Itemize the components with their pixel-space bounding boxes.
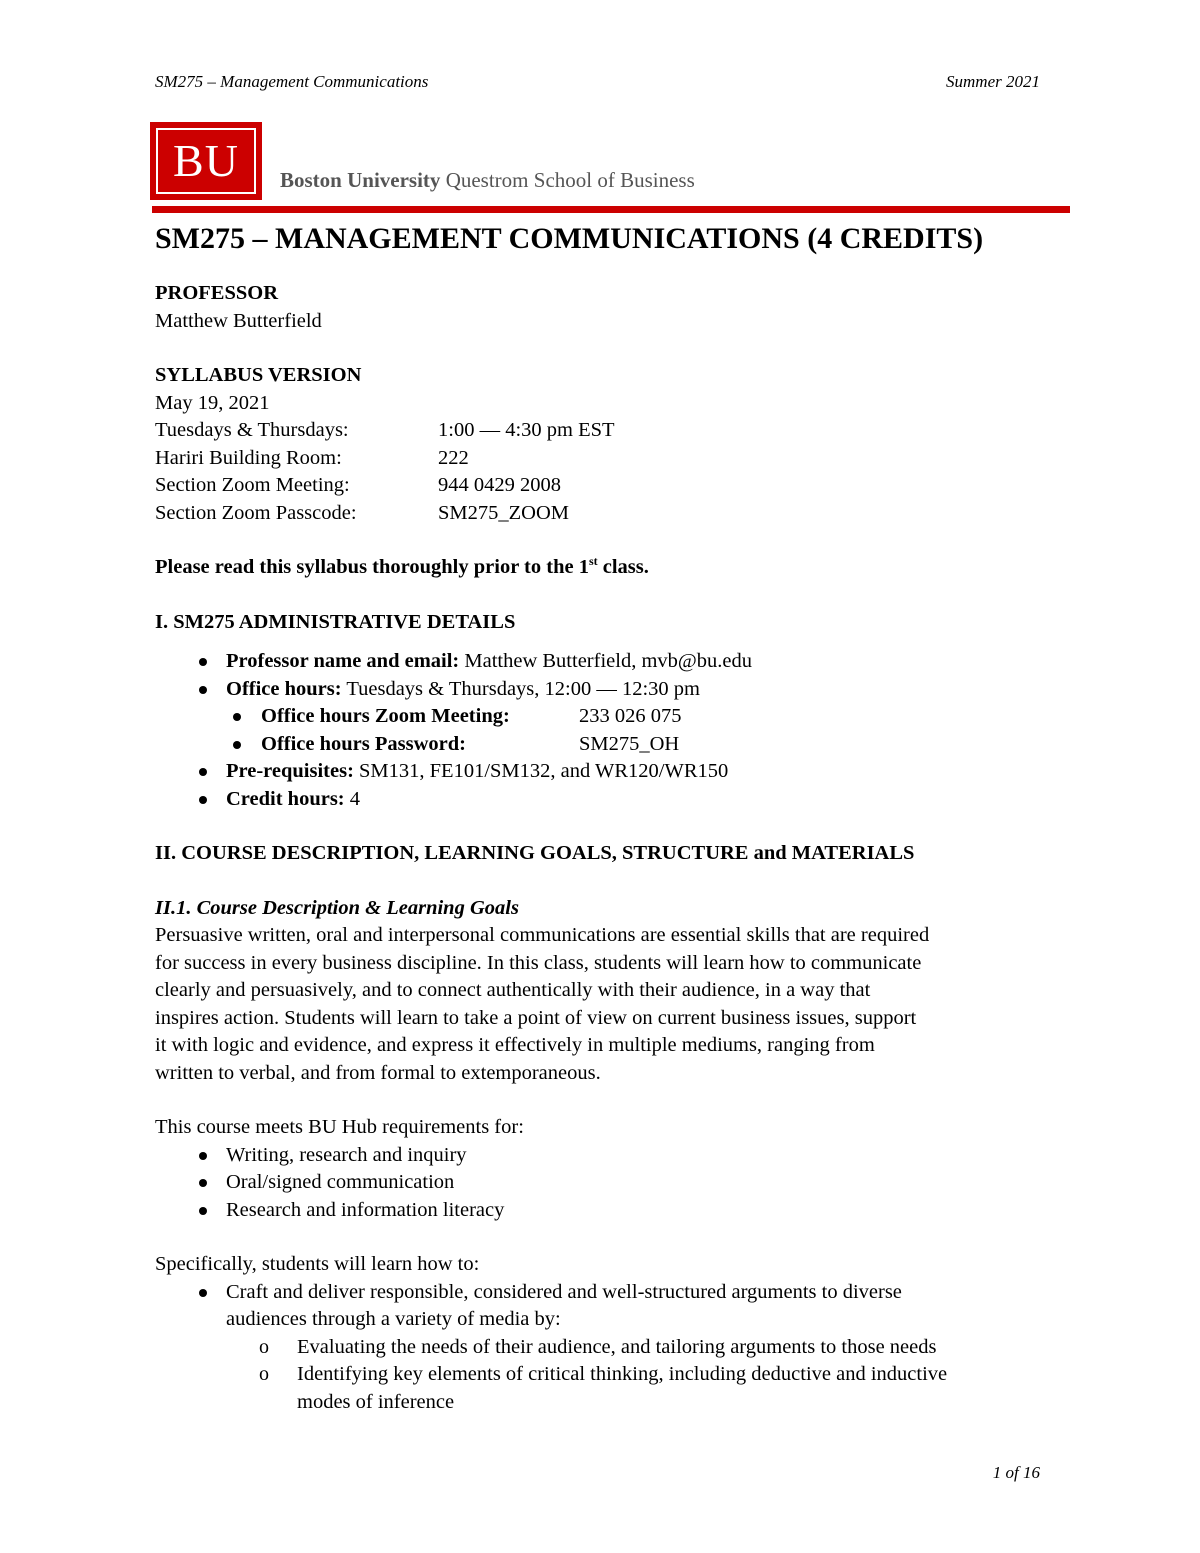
list-item: Writing, research and inquiry (155, 1142, 1055, 1170)
running-header-left: SM275 – Management Communications (155, 72, 429, 91)
zoom-passcode-key: Section Zoom Passcode: (155, 501, 357, 524)
oh-zoom-value: 233 026 075 (579, 705, 682, 727)
syllabus-date: May 19, 2021 (155, 391, 270, 414)
prereq-value: SM131, FE101/SM132, and WR120/WR150 (353, 760, 729, 782)
specific-sublist (155, 1334, 1055, 1417)
schedule-key: Tuesdays & Thursdays: (155, 419, 349, 441)
school-university: Boston University (280, 168, 441, 192)
description-line: inspires action. Students will learn to take a point of view on current business issues, support (155, 1006, 917, 1029)
header-divider (152, 206, 1070, 213)
specific-list (155, 1279, 1055, 1334)
description-line: it with logic and evidence, and express it effectively in multiple mediums, ranging from (155, 1034, 875, 1056)
zoom-meeting-row (155, 472, 1055, 500)
admin-list (155, 648, 1055, 703)
list-item (155, 703, 1055, 731)
credit-value: 4 (344, 787, 361, 810)
syllabus-body (155, 280, 1055, 1416)
prof-label: Professor name and email: (226, 650, 460, 672)
specific-intro: Specifically, students will learn how to: (155, 1253, 480, 1275)
list-item: o Evaluating the needs of their audience, and tailoring arguments to those needs (155, 1334, 1055, 1362)
spec-line: audiences through a variety of media by: (226, 1308, 561, 1330)
list-item (155, 648, 1055, 676)
oh-pass-label: Office hours Password: (261, 732, 466, 755)
credit-label: Credit hours: (226, 787, 345, 810)
description-line: Persuasive written, oral and interpersonal communications are essential skills that are required (155, 924, 930, 946)
running-header-right: Summer 2021 (946, 72, 1040, 91)
description-line: for success in every business discipline. In this class, students will learn how to communicate (155, 951, 922, 974)
list-item (155, 731, 1055, 759)
list-item (155, 758, 1055, 786)
zoom-meeting-key: Section Zoom Meeting: (155, 474, 350, 496)
zoom-passcode-row (155, 500, 1055, 528)
course-description (155, 922, 1055, 1087)
school-questrom: Questrom School of Business (440, 168, 695, 192)
professor-heading: PROFESSOR (155, 282, 279, 304)
hours-value: Tuesdays & Thursdays, 12:00 — 12:30 pm (341, 677, 700, 700)
oh-pass-value: SM275_OH (579, 732, 680, 755)
schedule-row (155, 417, 1055, 445)
read-notice-sup: st (588, 554, 598, 569)
course-heading: II. COURSE DESCRIPTION, LEARNING GOALS, STRUCTURE and MATERIALS (155, 842, 915, 864)
page-number: 1 of 16 (992, 1463, 1040, 1482)
description-line: clearly and persuasively, and to connect authentically with their audience, in a way that (155, 979, 871, 1001)
read-notice-end: class. (597, 556, 649, 578)
course-subheading: II.1. Course Description & Learning Goals (155, 896, 519, 919)
bu-logo (150, 122, 262, 200)
school-name (280, 168, 695, 193)
zoom-meeting-value: 944 0429 2008 (438, 474, 561, 496)
description-line: written to verbal, and from formal to extemporaneous. (155, 1061, 601, 1084)
list-item (155, 786, 1055, 814)
prereq-label: Pre-requisites: (226, 760, 354, 782)
room-key: Hariri Building Room: (155, 446, 342, 469)
oh-zoom-label: Office hours Zoom Meeting: (261, 705, 510, 727)
read-notice (155, 554, 1055, 582)
list-item: Oral/signed communication (155, 1169, 1055, 1197)
zoom-passcode-value: SM275_ZOOM (438, 501, 569, 524)
office-hours-sublist (155, 703, 1055, 758)
read-notice-text: Please read this syllabus thoroughly prior to the 1 (155, 556, 589, 578)
list-item (155, 1361, 1055, 1416)
list-item (155, 1279, 1055, 1334)
syllabus-version-heading: SYLLABUS VERSION (155, 364, 362, 386)
admin-list-continued (155, 758, 1055, 813)
bu-logo-frame (156, 128, 256, 194)
room-value: 222 (438, 446, 469, 469)
bu-logo-text: BU (173, 135, 239, 186)
hours-label: Office hours: (226, 677, 342, 700)
list-item: Research and information literacy (155, 1197, 1055, 1225)
schedule-value: 1:00 — 4:30 pm EST (438, 419, 615, 441)
admin-heading: I. SM275 ADMINISTRATIVE DETAILS (155, 610, 516, 633)
list-item (155, 676, 1055, 704)
hub-intro: This course meets BU Hub requirements for: (155, 1116, 524, 1138)
hub-list (155, 1142, 1055, 1225)
prof-value: Matthew Butterfield, mvb@bu.edu (459, 650, 752, 672)
spec-line: Craft and deliver responsible, considered and well-structured arguments to diverse (226, 1280, 902, 1303)
professor-name: Matthew Butterfield (155, 309, 322, 332)
page-title: SM275 – MANAGEMENT COMMUNICATIONS (4 CREDITS) (155, 222, 984, 255)
room-row (155, 445, 1055, 473)
sub-line: o Identifying key elements of critical thinking, including deductive and inductive (297, 1363, 948, 1385)
sub-line: modes of inference (297, 1390, 455, 1413)
